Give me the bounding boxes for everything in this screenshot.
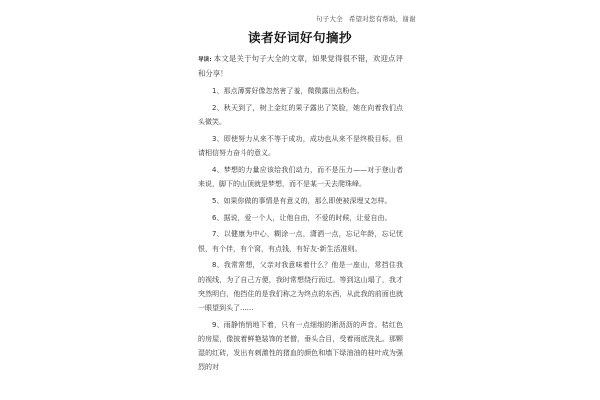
list-item: 1、那点薄雾好像忽然害了羞，微微露出点粉色。 [212,87,364,95]
list-item: 4、梦想的力量应该给我们动力，而不是压力——对于登山者来说，脚下的山顶就是梦想，而不是某一天去爬珠峰。 [198,165,403,188]
header-note [316,14,416,23]
list-item: 7、以健康为中心，糊涂一点，潇洒一点，忘记年龄，忘记忧恨，有个伴，有个窝，有点钱，有好友-新生活准则。 [198,230,403,253]
page-title: 读者好词好句摘抄 [247,30,352,45]
article-body [198,52,403,377]
intro-lead: 导读: [198,57,212,63]
header-site-name: 句子大全 [316,15,343,23]
list-item: 9、雨静悄悄地下着，只有一点细细的淅沥沥的声音。桔红色的房屋，像披着鲜艳装饰的老僧，垂头合目，受着雨底洗礼。那颗湿的红砖，发出有刺激性的猪血的颜色和墙下绿油油的桂叶成为强烈的对 [198,320,403,372]
list-item: 6、据说，爱一个人，让他自由，不爱的时候，让爱自由。 [212,213,392,222]
intro-text: 本文是关于句子大全的文章，如果觉得很不错，欢迎点评和分享！ [198,54,403,78]
list-item: 5、如果你做的事情是有意义的，那么即使被深埋又怎样。 [212,196,392,205]
list-item: 2、秋天到了，树上金红的果子露出了笑脸，她在向着我们点头微笑。 [198,103,403,126]
list-item: 3、即使努力从来不等于成功，成功也从来不是终极目标，但请相信努力奋斗的意义。 [198,134,403,157]
header-message: 希望对您有帮助，谢谢 [348,15,416,23]
list-item: 8、我常常想，父亲对我意味着什么？他是一座山，常挡住我的视线，为了自己方便，我时常想绕行而过。等到这山塌了，我才突然明白，他挡住的是我们称之为终点的东西，从此我的前面也就一眼望到头了...... [198,261,403,312]
intro-paragraph [198,52,403,81]
